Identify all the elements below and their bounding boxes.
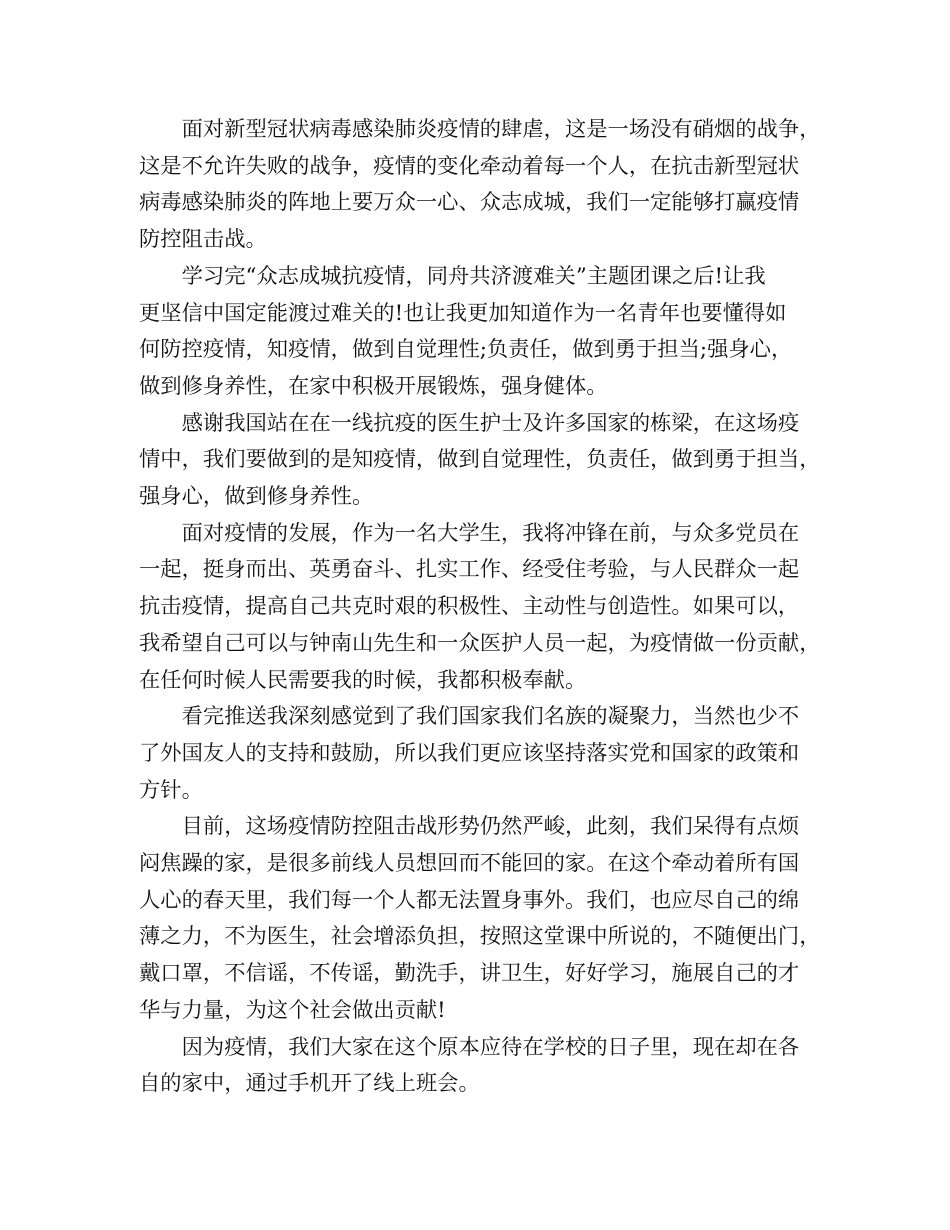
text-line: 在任何时候人民需要我的时候，我都积极奉献。 bbox=[139, 667, 587, 693]
text-line: 做到修身养性，在家中积极开展锻炼，强身健体。 bbox=[139, 373, 608, 399]
text-line: 学习完“众志成城抗疫情，同舟共济渡难关”主题团课之后!让我 bbox=[181, 263, 766, 289]
paragraph bbox=[139, 699, 829, 809]
text-line: 闷焦躁的家，是很多前线人员想回而不能回的家。在这个牵动着所有国 bbox=[139, 851, 800, 877]
text-line: 了外国友人的支持和鼓励，所以我们更应该坚持落实党和国家的政策和 bbox=[139, 740, 800, 766]
paragraph bbox=[139, 259, 829, 406]
text-line: 更坚信中国定能渡过难关的!也让我更加知道作为一名青年也要懂得如 bbox=[139, 300, 787, 326]
text-line: 抗击疫情，提高自己共克时艰的积极性、主动性与创造性。如果可以， bbox=[139, 594, 800, 620]
text-line: 薄之力，不为医生，社会增添负担，按照这堂课中所说的，不随便出门， bbox=[139, 924, 821, 950]
text-line: 我希望自己可以与钟南山先生和一众医护人员一起，为疫情做一份贡献， bbox=[139, 630, 821, 656]
paragraph bbox=[139, 406, 829, 516]
text-line: 戴口罩，不信谣，不传谣，勤洗手，讲卫生，好好学习，施展自己的才 bbox=[139, 961, 800, 987]
document-body bbox=[139, 112, 829, 1103]
paragraph bbox=[139, 809, 829, 1029]
text-line: 面对疫情的发展，作为一名大学生，我将冲锋在前，与众多党员在 bbox=[181, 520, 800, 546]
text-line: 因为疫情，我们大家在这个原本应待在学校的日子里，现在却在各 bbox=[181, 1034, 800, 1060]
text-line: 目前，这场疫情防控阻击战形势仍然严峻，此刻，我们呆得有点烦 bbox=[181, 814, 800, 840]
text-line: 感谢我国站在在一线抗疫的医生护士及许多国家的栋梁，在这场疫 bbox=[181, 410, 800, 436]
text-line: 情中，我们要做到的是知疫情，做到自觉理性，负责任，做到勇于担当， bbox=[139, 447, 821, 473]
text-line: 强身心，做到修身养性。 bbox=[139, 484, 374, 510]
text-line: 自的家中，通过手机开了线上班会。 bbox=[139, 1071, 480, 1097]
text-line: 华与力量，为这个社会做出贡献! bbox=[139, 997, 446, 1023]
text-line: 方针。 bbox=[139, 777, 203, 803]
text-line: 病毒感染肺炎的阵地上要万众一心、众志成城，我们一定能够打赢疫情 bbox=[139, 190, 800, 216]
paragraph bbox=[139, 112, 829, 259]
text-line: 防控阻击战。 bbox=[139, 227, 267, 253]
paragraph bbox=[139, 1030, 829, 1103]
text-line: 何防控疫情，知疫情，做到自觉理性;负责任，做到勇于担当;强身心， bbox=[139, 337, 793, 363]
text-line: 一起，挺身而出、英勇奋斗、扎实工作、经受住考验，与人民群众一起 bbox=[139, 557, 800, 583]
text-line: 看完推送我深刻感觉到了我们国家我们名族的凝聚力，当然也少不 bbox=[181, 704, 800, 730]
text-line: 人心的春天里，我们每一个人都无法置身事外。我们，也应尽自己的绵 bbox=[139, 887, 800, 913]
paragraph bbox=[139, 516, 829, 700]
text-line: 面对新型冠状病毒感染肺炎疫情的肆虐，这是一场没有硝烟的战争， bbox=[181, 117, 821, 142]
text-line: 这是不允许失败的战争，疫情的变化牵动着每一个人，在抗击新型冠状 bbox=[139, 153, 800, 179]
